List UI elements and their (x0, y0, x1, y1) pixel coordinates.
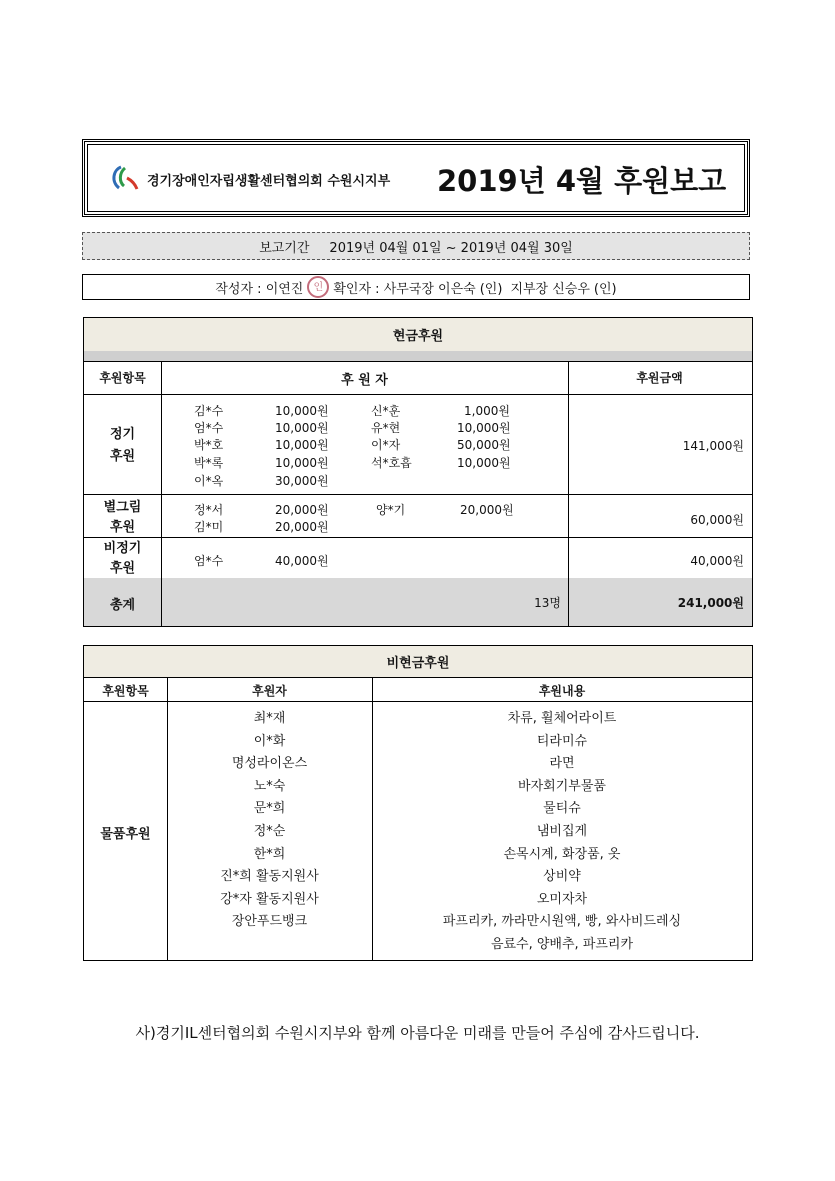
total-amount: 241,000원 (677, 596, 744, 610)
donor-amount: 20,000원 (460, 503, 514, 517)
list-item: 티라미슈 (536, 733, 588, 749)
list-item: 명성라이온스 (231, 756, 308, 772)
thank-you-footer: 사)경기IL센터협의회 수원시지부와 함께 아름다운 미래를 만들어 주심에 감사드립니다. (135, 1024, 700, 1042)
list-item: 이*화 (253, 733, 286, 749)
cash-table-divider-band (84, 351, 752, 362)
list-item: 오미자차 (536, 891, 588, 907)
writer-label: 작성자 : 이연진 (215, 281, 304, 297)
checker-label: 확인자 : 사무국장 이은숙 (333, 281, 476, 297)
donor-name: 엄*수 (194, 554, 224, 568)
byeolgeurim-total: 60,000원 (690, 513, 744, 527)
cash-total-row (84, 578, 752, 626)
report-header (82, 139, 750, 217)
col-header-donor: 후원자 (252, 684, 287, 698)
total-label: 총계 (109, 598, 136, 613)
col-header-item: 후원항목 (102, 684, 149, 698)
donor-name: 박*록 (194, 456, 224, 470)
period-value: 2019년 04월 01일 ~ 2019년 04월 30일 (329, 240, 573, 256)
writer-stamp: 인 (307, 276, 329, 298)
byeolgeurim-label: 별그림 후원 (103, 500, 142, 535)
donor-amount: 20,000원 (275, 503, 329, 517)
donor-name: 박*호 (194, 438, 224, 452)
donor-name: 유*현 (371, 421, 401, 435)
checker-stamp-text: (인) (479, 281, 503, 297)
donor-amount: 10,000원 (275, 438, 329, 452)
list-item: 진*희 활동지원사 (220, 869, 319, 885)
regular-total: 141,000원 (682, 439, 744, 453)
irregular-label: 비정기 후원 (103, 541, 142, 576)
list-item: 손목시계, 화장품, 옷 (503, 846, 621, 862)
col-header-amount: 후원금액 (636, 371, 683, 385)
list-item: 노*숙 (253, 778, 286, 794)
list-item: 냄비집게 (536, 823, 588, 839)
donor-amount: 20,000원 (275, 520, 329, 534)
goods-category: 물품후원 (100, 827, 151, 842)
list-item: 차류, 휠체어라이트 (507, 711, 617, 726)
signature-line (82, 274, 750, 300)
organization-logo-icon (107, 164, 139, 192)
irregular-total: 40,000원 (690, 554, 744, 568)
donor-name: 석*호흡 (371, 456, 412, 470)
donor-amount: 10,000원 (457, 421, 511, 435)
cash-table-title: 현금후원 (84, 318, 752, 352)
donor-amount: 30,000원 (275, 474, 329, 488)
regular-label: 정기 후원 (109, 427, 136, 464)
branch-stamp-text: (인) (593, 281, 617, 297)
donor-name: 신*훈 (371, 404, 401, 418)
list-item: 한*희 (253, 846, 286, 862)
total-count: 13명 (534, 596, 561, 610)
list-item: 음료수, 양배추, 파프리카 (490, 936, 634, 952)
organization-name: 경기장애인자립생활센터협의회 수원시지부 (147, 174, 391, 189)
col-header-item: 후원항목 (99, 371, 146, 385)
branch-label: 지부장 신승우 (510, 281, 590, 297)
donor-amount: 50,000원 (457, 438, 511, 452)
list-item: 라면 (549, 756, 575, 772)
goods-donation-table (83, 645, 753, 961)
donor-amount: 40,000원 (275, 554, 329, 568)
donor-name: 정*서 (194, 503, 224, 517)
donor-name: 이*자 (371, 438, 401, 452)
col-header-content: 후원내용 (538, 684, 586, 698)
list-item: 물티슈 (543, 801, 581, 817)
donor-name: 양*기 (376, 503, 406, 517)
donor-name: 김*수 (194, 404, 224, 418)
donor-name: 김*미 (194, 520, 224, 534)
list-item: 정*순 (253, 823, 286, 839)
list-item: 상비약 (543, 869, 581, 885)
col-header-donor: 후 원 자 (341, 373, 388, 388)
donor-amount: 1,000원 (464, 404, 510, 418)
cash-donation-table (83, 317, 753, 627)
donor-amount: 10,000원 (275, 404, 329, 418)
report-period (82, 232, 750, 260)
goods-donor-list (167, 708, 372, 934)
goods-table-title: 비현금후원 (84, 646, 752, 678)
list-item: 장안푸드뱅크 (231, 914, 308, 930)
list-item: 최*재 (253, 711, 286, 726)
donor-name: 이*옥 (194, 474, 224, 488)
donor-amount: 10,000원 (457, 456, 511, 470)
donor-amount: 10,000원 (275, 456, 329, 470)
donor-name: 엄*수 (194, 421, 224, 435)
goods-content-list (372, 708, 752, 957)
donor-amount: 10,000원 (275, 421, 329, 435)
list-item: 문*희 (253, 801, 286, 817)
list-item: 파프리카, 까라만시원액, 빵, 와사비드레싱 (442, 914, 682, 930)
list-item: 바자회기부물품 (518, 778, 606, 794)
period-label: 보고기간 (259, 240, 310, 256)
report-title: 2019년 4월 후원보고 (437, 164, 727, 198)
list-item: 강*자 활동지원사 (220, 891, 319, 907)
